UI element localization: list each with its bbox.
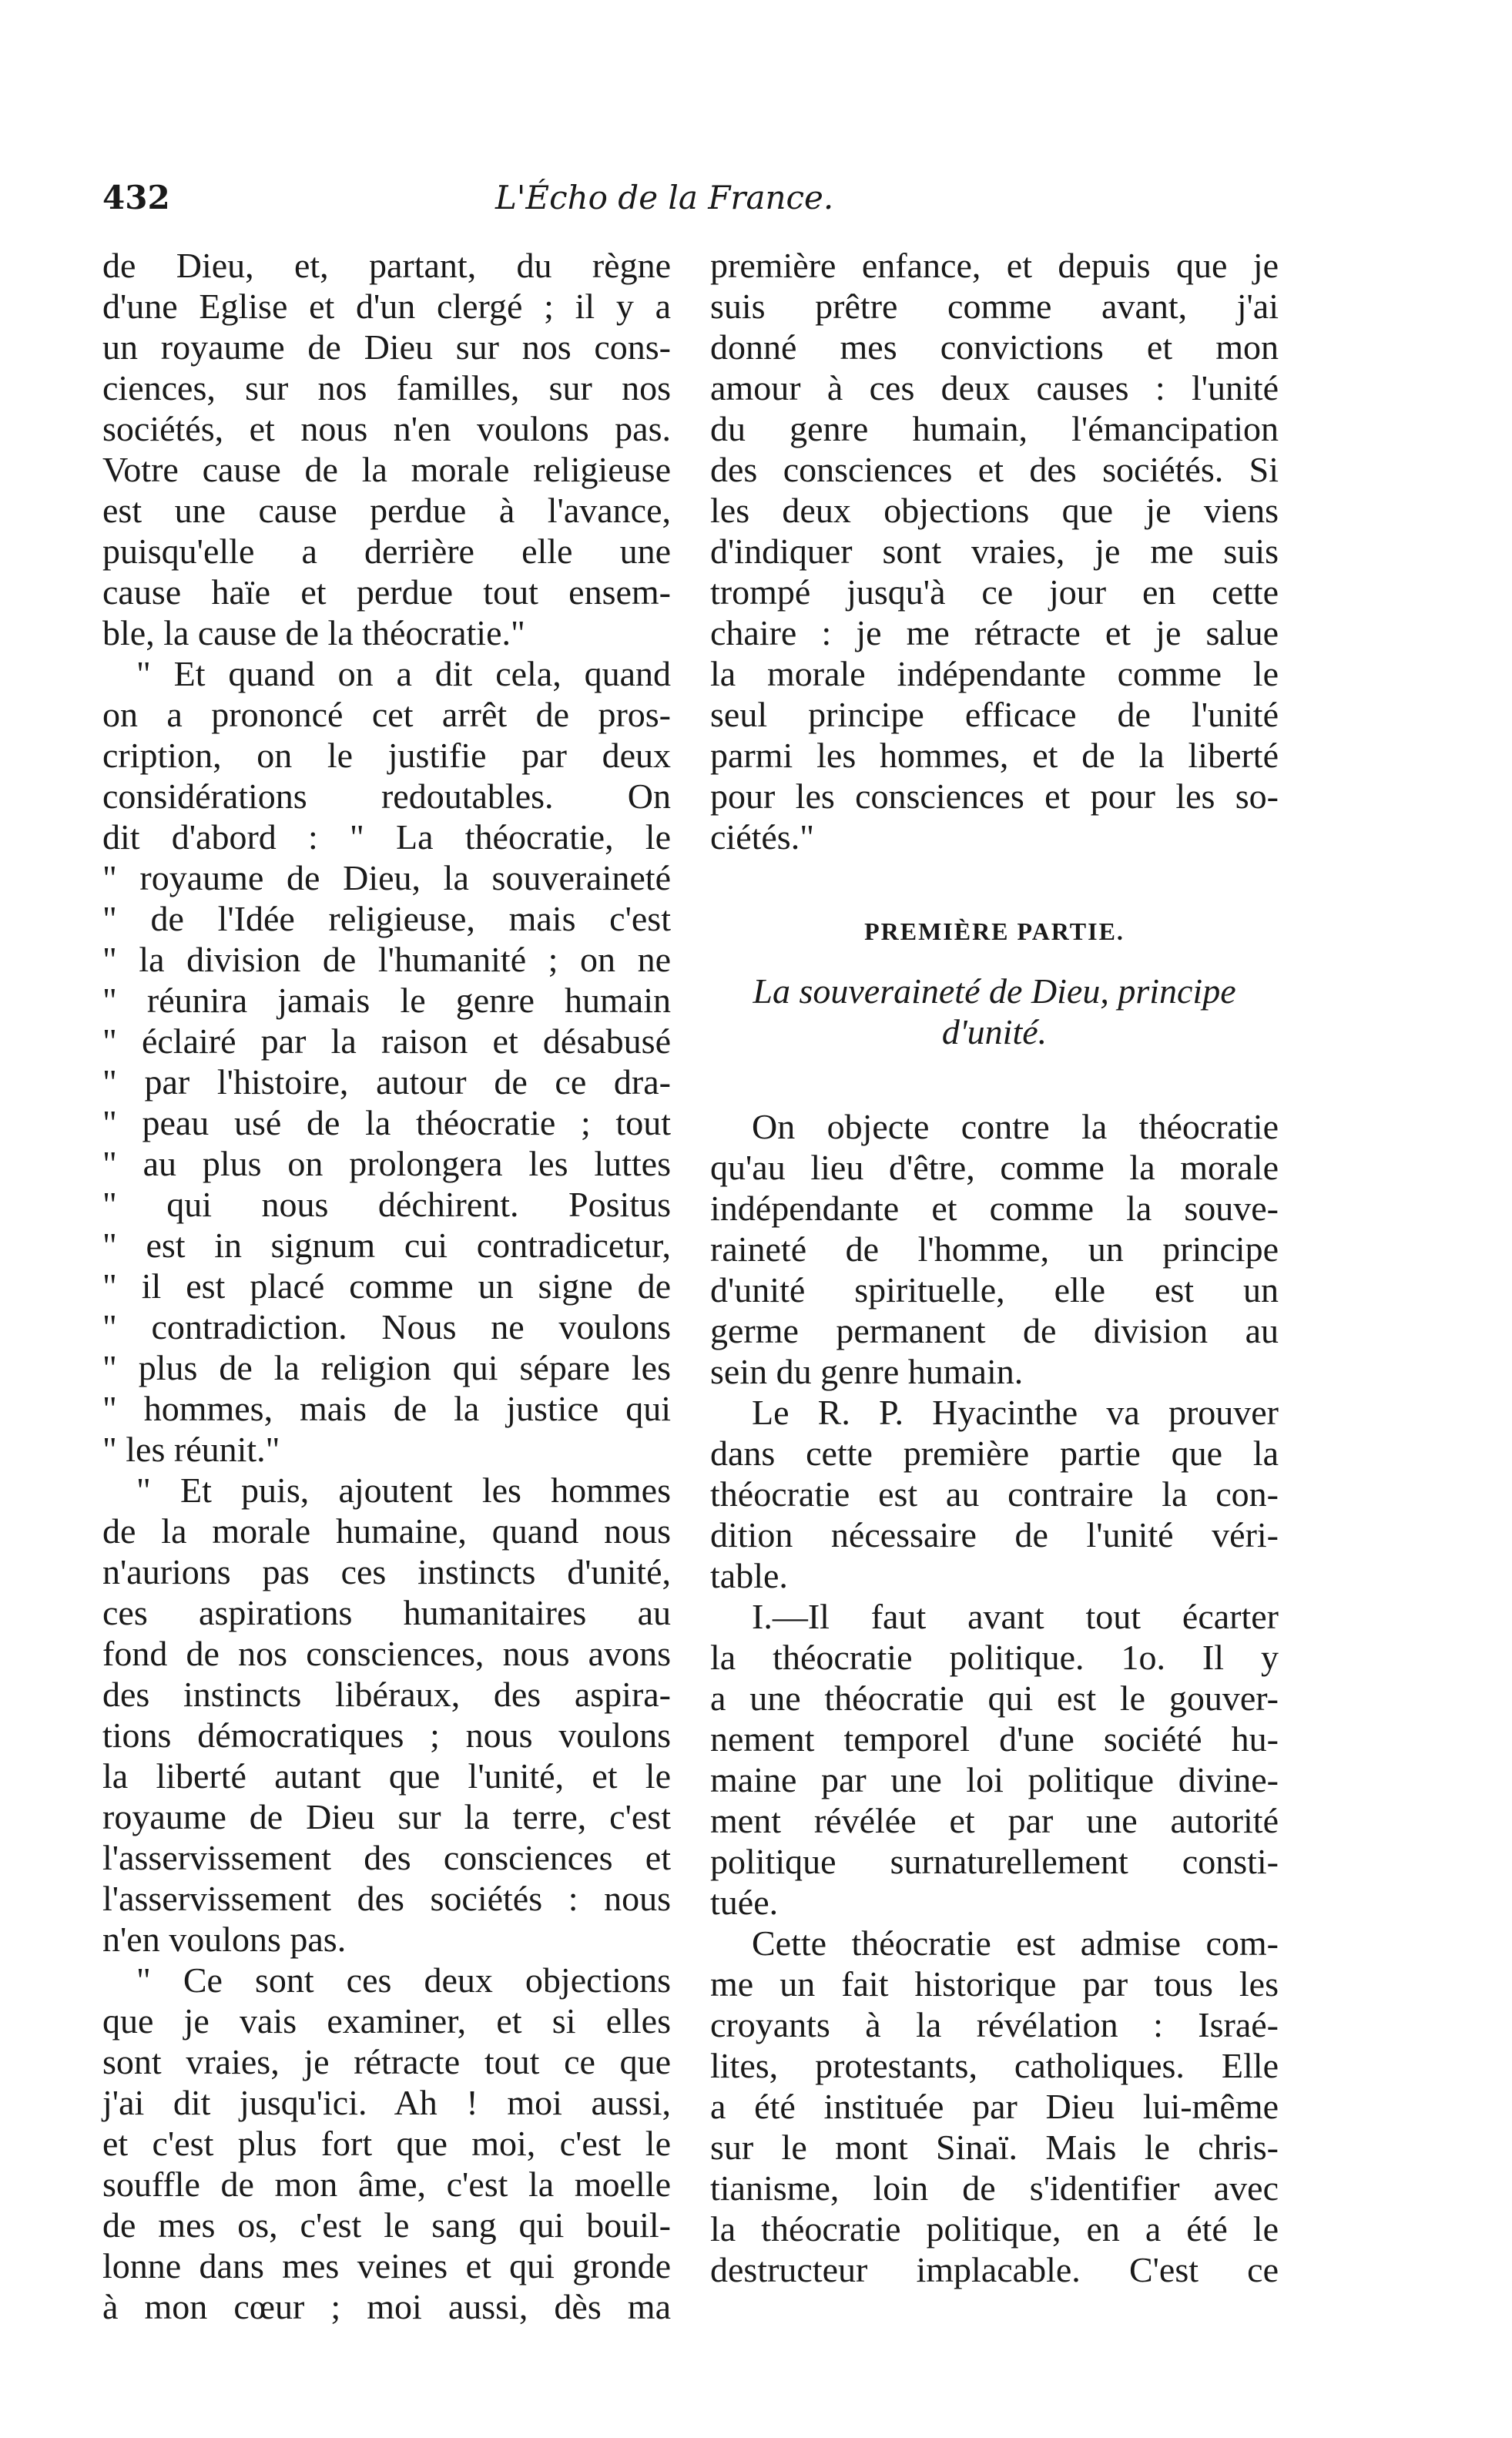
text-line: n'en voulons pas.	[102, 1920, 347, 1959]
text-line: la théocratie politique, en a été le	[710, 2209, 1279, 2249]
text-line: chaire : je me rétracte et je salue	[710, 613, 1279, 652]
text-line: lites, protestants, catholiques. Elle	[710, 2046, 1279, 2085]
section-heading: PREMIÈRE PARTIE.	[864, 917, 1125, 945]
text-line: a une théocratie qui est le gouver-	[710, 1678, 1279, 1718]
text-line: " royaume de Dieu, la souveraineté	[102, 858, 671, 897]
text-line: germe permanent de division au	[710, 1311, 1279, 1350]
text-line: Cette théocratie est admise com-	[752, 1923, 1279, 1963]
text-line: me un fait historique par tous les	[710, 1964, 1279, 2004]
text-line: souffle de mon âme, c'est la moelle	[102, 2165, 671, 2204]
text-line: sont vraies, je rétracte tout ce que	[102, 2042, 671, 2081]
text-line: nement temporel d'une société hu-	[710, 1719, 1279, 1759]
text-line: parmi les hommes, et de la liberté	[710, 736, 1279, 775]
text-line: cription, on le justifie par deux	[102, 736, 671, 775]
text-line: un royaume de Dieu sur nos cons-	[102, 327, 671, 367]
text-line: " la division de l'humanité ; on ne	[102, 940, 671, 979]
text-line: " peau usé de la théocratie ; tout	[102, 1103, 671, 1142]
text-line: maine par une loi politique divine-	[710, 1760, 1279, 1799]
text-line: " les réunit."	[102, 1430, 280, 1469]
text-line: tions démocratiques ; nous voulons	[102, 1715, 671, 1755]
right-column	[710, 245, 1279, 2290]
text-line: cause haïe et perdue tout ensem-	[102, 572, 671, 612]
text-line: de Dieu, et, partant, du règne	[102, 246, 671, 285]
text-line: du genre humain, l'émancipation	[710, 409, 1279, 448]
text-line: politique surnaturellement consti-	[710, 1842, 1279, 1881]
text-line: sociétés, et nous n'en voulons pas.	[102, 409, 671, 448]
text-line: I.—Il faut avant tout écarter	[752, 1597, 1279, 1636]
text-line: " éclairé par la raison et désabusé	[102, 1021, 671, 1061]
text-line: la liberté autant que l'unité, et le	[102, 1756, 671, 1796]
text-line: de la morale humaine, quand nous	[102, 1511, 671, 1551]
text-line: première enfance, et depuis que je	[710, 246, 1279, 285]
running-head	[102, 179, 1281, 225]
text-line: royaume de Dieu sur la terre, c'est	[102, 1797, 671, 1836]
text-line: n'aurions pas ces instincts d'unité,	[102, 1552, 671, 1591]
left-column	[102, 245, 671, 2327]
text-line: trompé jusqu'à ce jour en cette	[710, 572, 1279, 612]
text-line: suis prêtre comme avant, j'ai	[710, 287, 1279, 326]
text-line: " est in signum cui contradicetur,	[102, 1226, 671, 1265]
text-line: " au plus on prolongera les luttes	[102, 1144, 671, 1183]
page-number: 432	[102, 179, 170, 216]
text-line: " par l'histoire, autour de ce dra-	[102, 1062, 671, 1102]
text-line: dans cette première partie que la	[710, 1434, 1279, 1473]
section-subtitle: d'unité.	[941, 1012, 1048, 1051]
text-line: indépendante et comme la souve-	[710, 1189, 1279, 1228]
text-line: " de l'Idée religieuse, mais c'est	[102, 899, 671, 938]
text-line: Votre cause de la morale religieuse	[102, 450, 671, 489]
text-line: croyants à la révélation : Israé-	[710, 2005, 1279, 2044]
text-line: sur le mont Sinaï. Mais le chris-	[710, 2128, 1279, 2167]
text-line: l'asservissement des consciences et	[102, 1838, 671, 1877]
text-line: seul principe efficace de l'unité	[710, 695, 1279, 734]
text-line: que je vais examiner, et si elles	[102, 2001, 671, 2041]
text-line: destructeur implacable. C'est ce	[710, 2250, 1279, 2289]
text-line: des consciences et des sociétés. Si	[710, 450, 1279, 489]
text-line: " qui nous déchirent. Positus	[102, 1185, 671, 1224]
text-line: d'indiquer sont vraies, je me suis	[710, 532, 1279, 571]
text-line: fond de nos consciences, nous avons	[102, 1634, 671, 1673]
text-line: à mon cœur ; moi aussi, dès ma	[102, 2287, 671, 2326]
text-line: dition nécessaire de l'unité véri-	[710, 1515, 1279, 1554]
text-line: et c'est plus fort que moi, c'est le	[102, 2124, 671, 2163]
text-line: la morale indépendante comme le	[710, 654, 1279, 693]
text-line: on a prononcé cet arrêt de pros-	[102, 695, 671, 734]
journal-title: L'Écho de la France.	[495, 179, 834, 216]
text-line: " Et puis, ajoutent les hommes	[136, 1471, 671, 1510]
text-line: ces aspirations humanitaires au	[102, 1593, 671, 1632]
text-line: ciences, sur nos familles, sur nos	[102, 368, 671, 407]
text-line: amour à ces deux causes : l'unité	[710, 368, 1279, 407]
text-line: d'unité spirituelle, elle est un	[710, 1270, 1279, 1310]
text-line: de mes os, c'est le sang qui bouil-	[102, 2205, 671, 2245]
text-line: considérations redoutables. On	[102, 776, 671, 816]
text-line: ment révélée et par une autorité	[710, 1801, 1279, 1840]
text-line: On objecte contre la théocratie	[752, 1107, 1279, 1146]
text-line: raineté de l'homme, un principe	[710, 1229, 1279, 1269]
text-line: théocratie est au contraire la con-	[710, 1474, 1279, 1514]
text-line: est une cause perdue à l'avance,	[102, 491, 671, 530]
text-line: " contradiction. Nous ne voulons	[102, 1307, 671, 1346]
text-line: donné mes convictions et mon	[710, 327, 1279, 367]
text-line: ciétés."	[710, 817, 814, 857]
text-line: j'ai dit jusqu'ici. Ah ! moi aussi,	[102, 2083, 671, 2122]
text-line: l'asservissement des sociétés : nous	[102, 1879, 671, 1918]
text-line: " il est placé comme un signe de	[102, 1266, 671, 1306]
text-line: qu'au lieu d'être, comme la morale	[710, 1148, 1279, 1187]
text-line: tianisme, loin de s'identifier avec	[710, 2168, 1279, 2208]
text-line: tuée.	[710, 1883, 779, 1922]
text-line: d'une Eglise et d'un clergé ; il y a	[102, 287, 671, 326]
text-line: lonne dans mes veines et qui gronde	[102, 2246, 671, 2285]
text-line: " réunira jamais le genre humain	[102, 981, 671, 1020]
text-line: dit d'abord : " La théocratie, le	[102, 817, 671, 857]
text-line: " plus de la religion qui sépare les	[102, 1348, 671, 1387]
text-line: " Ce sont ces deux objections	[136, 1960, 671, 2000]
text-line: Le R. P. Hyacinthe va prouver	[752, 1393, 1279, 1432]
text-line: a été instituée par Dieu lui-même	[710, 2087, 1279, 2126]
text-line: pour les consciences et pour les so-	[710, 776, 1279, 816]
text-line: table.	[710, 1556, 788, 1595]
text-line: sein du genre humain.	[710, 1352, 1024, 1391]
text-line: la théocratie politique. 1o. Il y	[710, 1638, 1279, 1677]
text-line: " Et quand on a dit cela, quand	[136, 654, 671, 693]
text-line: les deux objections que je viens	[710, 491, 1279, 530]
text-line: ble, la cause de la théocratie."	[102, 613, 525, 652]
section-subtitle: La souveraineté de Dieu, principe	[753, 971, 1236, 1011]
text-line: des instincts libéraux, des aspira-	[102, 1675, 671, 1714]
text-line: " hommes, mais de la justice qui	[102, 1389, 671, 1428]
text-line: puisqu'elle a derrière elle une	[102, 532, 671, 571]
